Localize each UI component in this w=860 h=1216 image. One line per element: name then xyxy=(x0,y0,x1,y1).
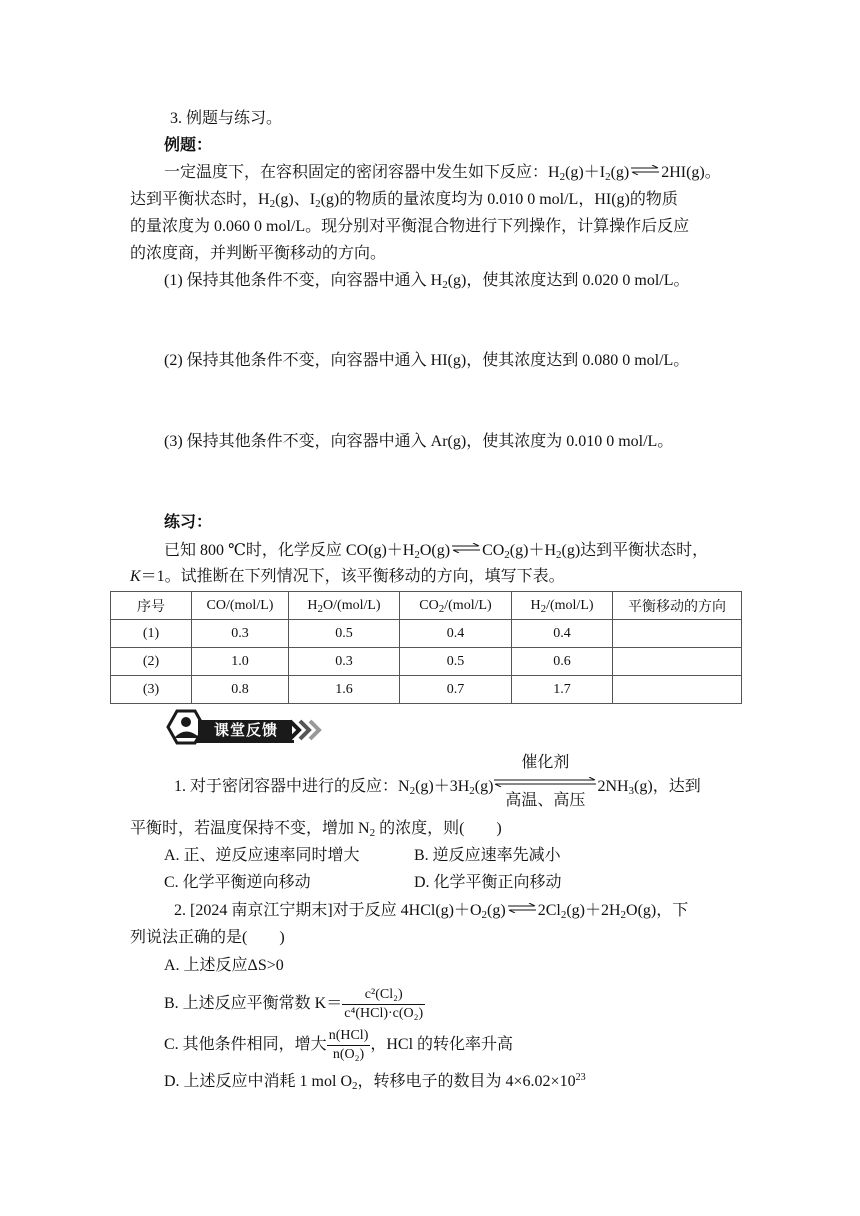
option-b[interactable]: B. 上述反应平衡常数 K＝ $\frac{\text{c²(Cl₂)}}{\text{c⁴(HCl)·c(O₂)}}$ xyxy=(164,986,424,1021)
table-cell: 0.5 xyxy=(289,620,400,648)
option-d[interactable]: D. 上述反应中消耗 1 mol $O_2$，转移电子的数目为 $4\times 6.02\times 10^{23}$ xyxy=(164,1072,586,1092)
table-header: CO/(mol/L) xyxy=(192,592,289,620)
table-header-row xyxy=(111,592,742,620)
table-row xyxy=(111,648,742,676)
answer-cell[interactable] xyxy=(613,620,742,648)
equilibrium-arrow-icon xyxy=(507,903,537,913)
badge-label: 课堂反馈 xyxy=(213,721,278,739)
feedback-question-1-line-2: 平衡时，若温度保持不变，增加 $N_2$ 的浓度，则( ) xyxy=(130,820,502,839)
table-cell: (3) xyxy=(111,676,192,704)
table-cell: (1) xyxy=(111,620,192,648)
practice-label: 练习： xyxy=(164,514,213,531)
equilibrium-arrow-icon xyxy=(630,165,660,175)
table-header: $CO_2/(mol/L)$ xyxy=(400,592,512,620)
practice-line-1: 已知 800 ℃时，化学反应 $CO(g)+H_2O(g)$ $CO_2(g)+H_2(g)$达到平衡状态时， xyxy=(164,542,709,561)
catalyst-label: 催化剂 xyxy=(521,754,570,771)
table-cell: 0.4 xyxy=(400,620,512,648)
example-intro-line-1: 一定温度下，在容积固定的密闭容器中发生如下反应：$H_2(g)+I_2(g)$ 2HI(g)。 xyxy=(164,164,721,183)
table-row xyxy=(111,620,742,648)
feedback-question-2-line-2: 列说法正确的是( ) xyxy=(130,929,285,946)
example-label: 例题： xyxy=(164,137,213,154)
answer-cell[interactable] xyxy=(613,648,742,676)
option-d[interactable]: D. 化学平衡正向移动 xyxy=(414,874,562,891)
feedback-question-2-line-1: 2. [2024 南京江宁期末]对于反应 $4HCl(g)+O_2(g)$ $2Cl_2(g)+2H_2O(g)$，下 xyxy=(174,902,689,921)
example-question-2: (2) 保持其他条件不变，向容器中通入 HI(g)，使其浓度达到 0.080 0 mol/L。 xyxy=(164,352,690,369)
practice-line-2: K＝1。试推断在下列情况下，该平衡移动的方向，填写下表。 xyxy=(130,568,565,585)
table-cell: 1.6 xyxy=(289,676,400,704)
feedback-question-1-line-1: 1. 对于密闭容器中进行的反应：$N_2(g)+3H_2(g)$ 催化剂 高温、高压 $2NH_3(g)$，达到 xyxy=(174,754,701,809)
answer-cell[interactable] xyxy=(613,676,742,704)
table-header: $H_2O/(mol/L)$ xyxy=(289,592,400,620)
example-intro-line-3: 的量浓度为 0.060 0 mol/L。现分别对平衡混合物进行下列操作，计算操作后反应 xyxy=(130,218,690,235)
table-cell: 0.3 xyxy=(289,648,400,676)
option-c[interactable]: C. 其他条件相同，增大 $\frac{\text{n(HCl)}}{\text{n(O₂)}}$ ，HCl 的转化率升高 xyxy=(164,1027,514,1062)
table-cell: 1.0 xyxy=(192,648,289,676)
classroom-feedback-badge xyxy=(162,707,324,747)
example-question-1: (1) 保持其他条件不变，向容器中通入 $H_2(g)$，使其浓度达到 0.020 0 mol/L。 xyxy=(164,272,690,291)
concentration-table xyxy=(110,591,742,704)
table-header: $H_2/(mol/L)$ xyxy=(512,592,613,620)
option-a[interactable]: A. 上述反应ΔS>0 xyxy=(164,957,284,974)
table-cell: 0.7 xyxy=(400,676,512,704)
equilibrium-arrow-icon xyxy=(451,543,481,553)
example-intro-line-4: 的浓度商，并判断平衡移动的方向。 xyxy=(130,245,387,262)
table-cell: 1.7 xyxy=(512,676,613,704)
equilibrium-arrow-icon xyxy=(493,777,597,787)
table-cell: 0.8 xyxy=(192,676,289,704)
table-header: 序号 xyxy=(111,592,192,620)
example-intro-line-2: 达到平衡状态时，$H_2(g)$、$I_2(g)$的物质的量浓度均为 0.010 0 mol/L，HI(g)的物质 xyxy=(130,191,678,210)
section-heading: 3. 例题与练习。 xyxy=(170,110,283,127)
equilibrium-constant-fraction: $\frac{\text{c²(Cl₂)}}{\text{c⁴(HCl)·c(O₂)}}$ xyxy=(344,986,424,1021)
table-cell: 0.6 xyxy=(512,648,613,676)
option-a[interactable]: A. 正、逆反应速率同时增大 xyxy=(164,847,360,864)
table-cell: 0.5 xyxy=(400,648,512,676)
table-cell: (2) xyxy=(111,648,192,676)
option-c[interactable]: C. 化学平衡逆向移动 xyxy=(164,874,311,891)
table-cell: 0.3 xyxy=(192,620,289,648)
example-question-3: (3) 保持其他条件不变，向容器中通入 Ar(g)，使其浓度为 0.010 0 mol/L。 xyxy=(164,433,674,450)
option-b[interactable]: B. 逆反应速率先减小 xyxy=(414,847,561,864)
conditions-label: 高温、高压 xyxy=(505,792,586,809)
table-row xyxy=(111,676,742,704)
table-cell: 0.4 xyxy=(512,620,613,648)
reaction-conditions-arrow xyxy=(493,754,597,809)
table-header: 平衡移动的方向 xyxy=(613,592,742,620)
ratio-fraction: $\frac{\text{n(HCl)}}{\text{n(O₂)}}$ xyxy=(328,1027,369,1062)
